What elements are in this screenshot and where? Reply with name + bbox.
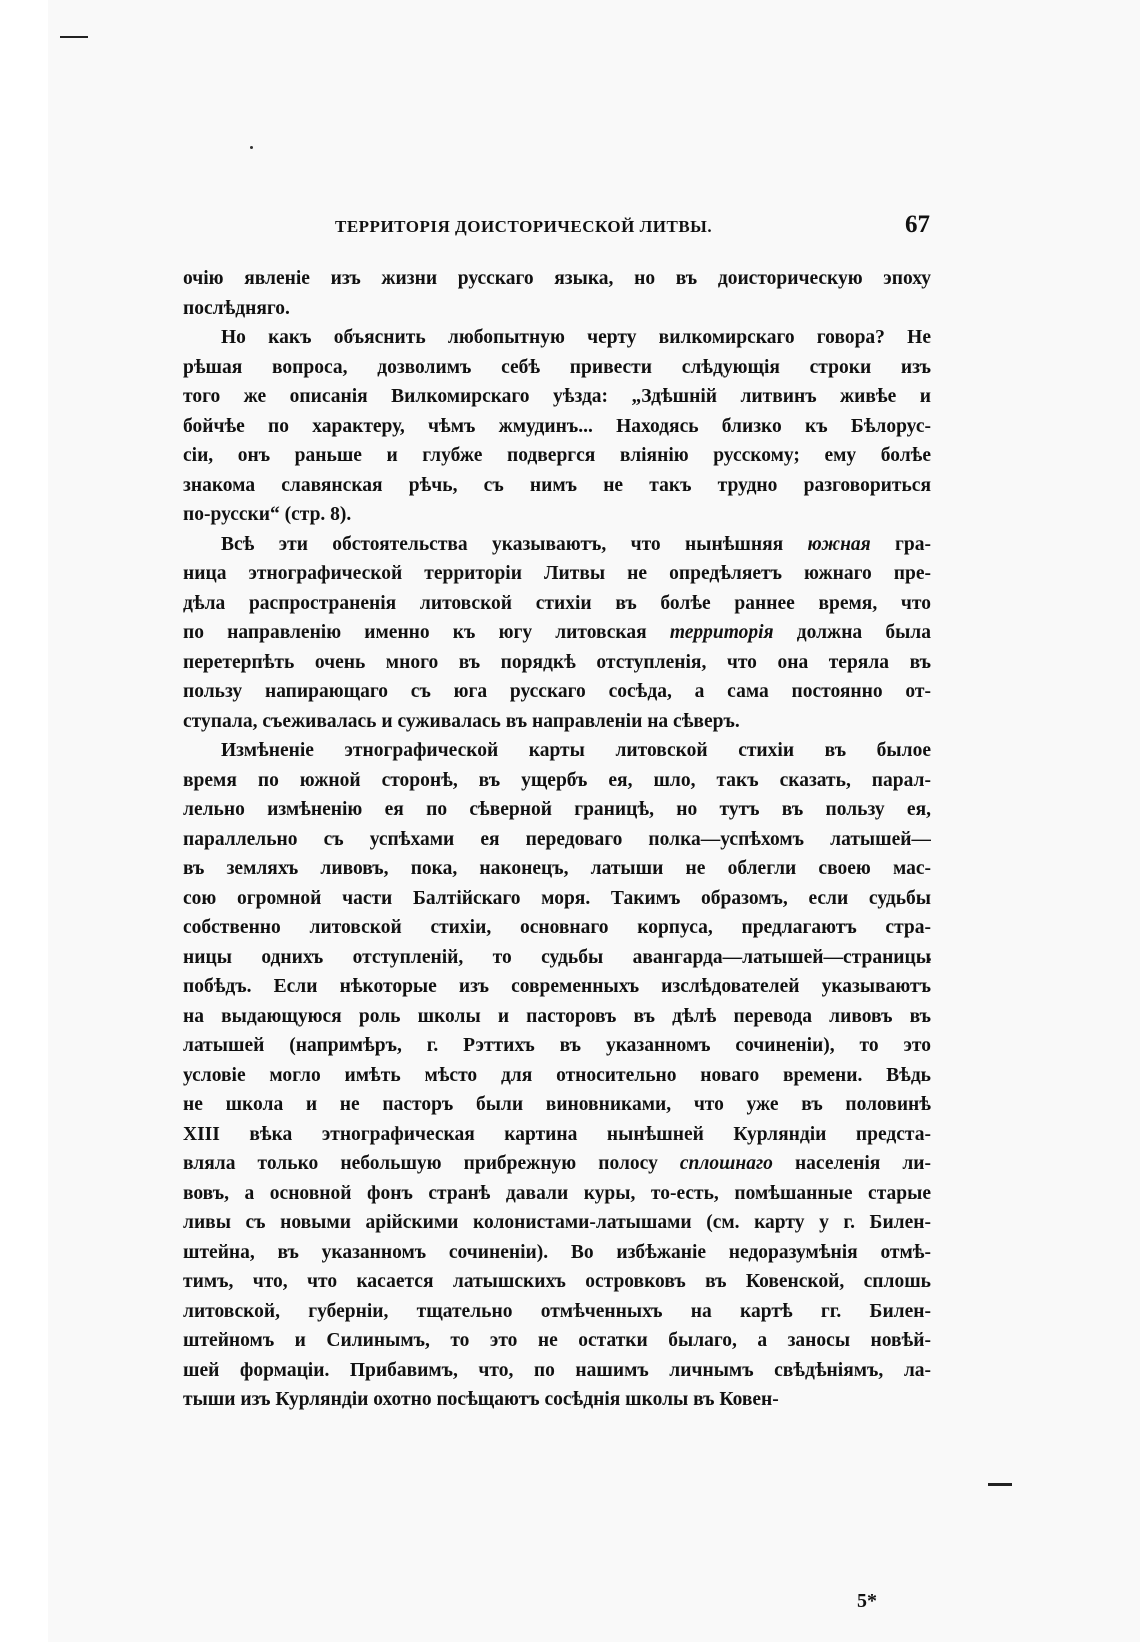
running-header [335, 213, 930, 243]
text-line: по-русски“ (стр. 8). [183, 504, 352, 525]
emphasized-word: южная [807, 533, 871, 555]
text-line: собственно литовской стихіи, основнаго корпуса, предлагаютъ стра- [183, 917, 931, 938]
text-line: дѣла распространенія литовской стихіи въ болѣе раннее время, что [183, 592, 931, 614]
text-line: не школа и не пасторъ были виновниками, что уже въ половинѣ [183, 1094, 931, 1115]
text-line: сіи, онъ раньше и глубже подвергся вліянію русскому; ему болѣе [183, 445, 931, 466]
text-line: того же описанія Вилкомирскаго уѣзда: „Здѣшній литвинъ живѣе и [183, 386, 931, 407]
text-line: ливы съ новыми арійскими колонистами-латышами (см. карту у г. Билен- [183, 1212, 931, 1233]
paragraph [183, 530, 931, 737]
text-line: время по южной сторонѣ, въ ущербъ ея, шло, такъ сказать, парал- [183, 769, 931, 791]
text-line: Всѣ эти обстоятельства указываютъ, что нынѣшняя южная гра- [221, 533, 931, 555]
text-line: латышей (напримѣръ, г. Рэттихъ въ указанномъ сочиненіи), то это [183, 1035, 931, 1056]
text-line: ступала, съеживалась и суживалась въ направленіи на сѣверъ. [183, 710, 740, 732]
text-line: сою огромной части Балтійскаго моря. Такимъ образомъ, если судьбы [183, 887, 931, 909]
text-line: Но какъ объяснить любопытную черту вилкомирскаго говора? Не [221, 327, 931, 348]
text-line: вляла только небольшую прибрежную полосу сплошнаго населенія ли- [183, 1153, 931, 1174]
running-title: ТЕРРИТОРІЯ ДОИСТОРИЧЕСКОЙ ЛИТВЫ. [335, 217, 713, 236]
text-line: пользу напирающаго съ юга русскаго сосѣда, а сама постоянно от- [183, 681, 931, 702]
scan-speck [250, 146, 253, 149]
text-line: штейна, въ указанномъ сочиненіи). Во избѣжаніе недоразумѣнія отмѣ- [183, 1241, 931, 1263]
text-line: перетерпѣть очень много въ порядкѣ отступленія, что она теряла въ [183, 651, 931, 673]
text-line: тимъ, что, что касается латышскихъ островковъ въ Ковенской, сплошь [183, 1271, 931, 1292]
paragraph [183, 264, 931, 323]
text-line: лельно измѣненію ея по сѣверной границѣ, но тутъ въ пользу ея, [183, 799, 931, 820]
text-line: шей формаціи. Прибавимъ, что, по нашимъ личнымъ свѣдѣніямъ, ла- [183, 1359, 931, 1381]
text-line: вовъ, а основной фонъ странѣ давали куры, то-есть, помѣшанные старые [183, 1182, 931, 1204]
text-line: знакома славянская рѣчь, съ нимъ не такъ трудно разговориться [183, 474, 931, 496]
emphasized-word: сплошнаго [679, 1153, 773, 1174]
text-line: тыши изъ Курляндіи охотно посѣщаютъ сосѣднія школы въ Ковен- [183, 1389, 779, 1410]
text-line: очію явленіе изъ жизни русскаго языка, но въ доисторическую эпоху [183, 268, 931, 289]
text-line: литовской, губерніи, тщательно отмѣченныхъ на картѣ гг. Билен- [183, 1300, 931, 1322]
text-line: побѣдъ. Если нѣкоторые изъ современныхъ изслѣдователей указываютъ [183, 976, 931, 997]
text-line: на выдающуюся роль школы и пасторовъ въ дѣлѣ перевода ливовъ въ [183, 1005, 931, 1027]
scan-edge-mark-top [60, 36, 88, 38]
signature-mark: 5* [857, 1590, 877, 1612]
text-line: параллельно съ успѣхами ея передоваго полка—успѣхомъ латышей— [183, 828, 931, 850]
text-line: условіе могло имѣть мѣсто для относительно новаго времени. Вѣдь [183, 1064, 931, 1086]
text-line: по направленію именно къ югу литовская территорія должна была [183, 622, 931, 643]
text-line: рѣшая вопроса, дозволимъ себѣ привести слѣдующія строки изъ [183, 356, 931, 378]
paragraph [183, 736, 931, 1415]
text-line: ницы однихъ отступленій, то судьбы авангарда—латышей—страницы [183, 946, 931, 968]
text-line: ница этнографической территоріи Литвы не опредѣляетъ южнаго пре- [183, 563, 931, 584]
text-line: бойчѣе по характеру, чѣмъ жмудинъ... Находясь близко къ Бѣлорус- [183, 415, 931, 437]
text-line: Измѣненіе этнографической карты литовской стихіи въ былое [221, 740, 931, 761]
scan-edge-mark-bottom [988, 1483, 1012, 1486]
page-number: 67 [905, 211, 930, 238]
emphasized-word: территорія [669, 622, 774, 643]
text-line: послѣдняго. [183, 297, 290, 319]
text-line: XIII вѣка этнографическая картина нынѣшней Курляндіи предста- [183, 1123, 931, 1145]
text-line: въ земляхъ ливовъ, пока, наконецъ, латыши не облегли своею мас- [183, 858, 931, 879]
body-text [183, 264, 931, 1415]
paragraph [183, 323, 931, 530]
text-line: штейномъ и Силинымъ, то это не остатки былаго, а заносы новѣй- [183, 1330, 931, 1351]
